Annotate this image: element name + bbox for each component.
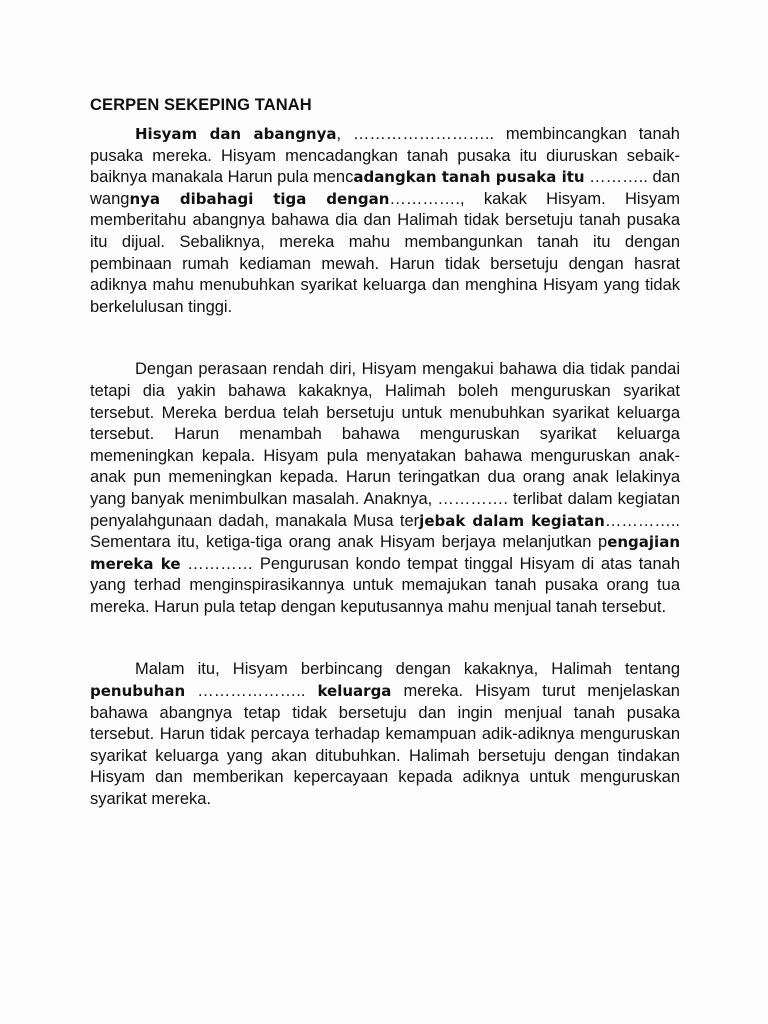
- paragraph-1-segment: ……….. dan wang: [90, 168, 680, 208]
- paragraph-1-segment: …………., kakak Hisyam. Hisyam memberitahu abangnya bahawa dia dan Halimah tidak bersetuju tanah pusaka itu dijual. Sebaliknya, mereka mahu membangunkan tanah itu dengan pembinaan rumah kediaman mewah. Harun tidak bersetuju dengan hasrat adiknya mahu menubuhkan syarikat keluarga dan menghina Hisyam yang tidak berkelulusan tinggi.: [90, 189, 680, 316]
- paragraph-3-segment: penubuhan: [90, 682, 186, 701]
- paragraph-3: [90, 659, 680, 810]
- paragraph-2-segment: jebak dalam kegiatan: [419, 511, 605, 530]
- document-body: [90, 96, 680, 811]
- paragraph-2-segment: Dengan perasaan rendah diri, Hisyam mengakui bahawa dia tidak pandai tetapi dia yakin bahawa kakaknya, Halimah boleh menguruskan syarikat tersebut. Mereka berdua telah bersetuju untuk menubuhkan syarikat keluarga tersebut. Harun menambah bahawa menguruskan syarikat keluarga memeningkan kepala. Hisyam pula menyatakan bahawa menguruskan anak-anak pun memeningkan kepada. Harun teringatkan dua orang anak lelakinya yang banyak menimbulkan masalah. Anaknya, …………. terlibat dalam kegiatan penyalahgunaan dadah, manakala Musa ter: [90, 360, 680, 530]
- paragraph-3-segment: ………………..: [185, 682, 318, 701]
- paragraph-3-segment: Malam itu, Hisyam berbincang dengan kakaknya, Halimah tentang: [135, 660, 680, 679]
- paragraph-1-segment: nya dibahagi tiga dengan: [129, 189, 390, 208]
- paragraph-2: [90, 359, 680, 618]
- paragraph-3-segment: mereka. Hisyam turut menjelaskan bahawa abangnya tetap tidak bersetuju dan ingin menjual tanah pusaka tersebut. Harun tidak percaya terhadap kemampuan adik-adiknya menguruskan syarikat keluarga yang akan ditubuhkan. Halimah bersetuju dengan tindakan Hisyam dan memberikan kepercayaan kepada adiknya untuk menguruskan syarikat mereka.: [90, 682, 680, 809]
- paragraph-2-segment: ………… Pengurusan kondo tempat tinggal Hisyam di atas tanah yang terhad menginspirasikannya untuk memajukan tanah pusaka orang tua mereka. Harun pula tetap dengan keputusannya mahu menjual tanah tersebut.: [90, 554, 680, 616]
- paragraph-2-segment: ………….. Sementara itu, ketiga-tiga orang anak Hisyam berjaya melanjutkan p: [90, 511, 680, 552]
- paragraph-1-segment: adangkan tanah pusaka itu: [353, 168, 585, 187]
- paragraph-3-segment: keluarga: [317, 682, 392, 701]
- document-title: CERPEN SEKEPING TANAH: [90, 96, 312, 114]
- paragraph-2-segment: engajian mereka ke: [90, 533, 680, 573]
- paragraph-1: [90, 124, 680, 318]
- paragraph-1-segment: Hisyam dan abangnya: [135, 125, 337, 143]
- paragraph-1-segment: , …………………….. membincangkan tanah pusaka mereka. Hisyam mencadangkan tanah pusaka itu diuruskan sebaik-baiknya manakala Harun pula menc: [90, 125, 680, 187]
